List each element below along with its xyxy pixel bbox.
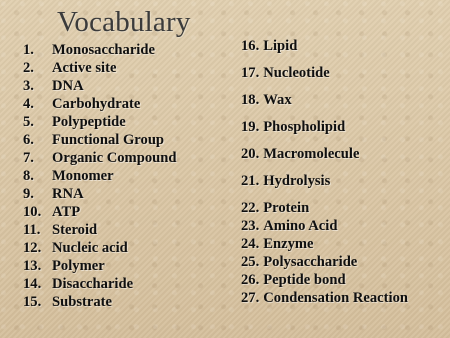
item-term: RNA	[52, 186, 84, 202]
item-number: 6.	[23, 132, 34, 148]
item-term: Monosaccharide	[52, 42, 155, 58]
item-term: Monomer	[52, 168, 114, 184]
item-number: 12.	[23, 240, 42, 256]
slide-title: Vocabulary	[57, 6, 191, 38]
vocabulary-item	[241, 255, 357, 270]
item-term: Carbohydrate	[52, 96, 141, 112]
item-term: Amino Acid	[263, 218, 338, 234]
item-number: 7.	[23, 150, 34, 166]
item-term: Nucleotide	[263, 65, 330, 81]
item-number: 11.	[23, 222, 41, 238]
vocabulary-item	[23, 241, 128, 256]
vocabulary-item	[23, 79, 84, 94]
item-number: 16.	[241, 38, 260, 54]
item-term: Polymer	[52, 258, 105, 274]
vocabulary-item	[241, 237, 314, 252]
vocabulary-list-right	[241, 39, 446, 314]
item-term: Macromolecule	[263, 146, 360, 162]
item-number: 5.	[23, 114, 34, 130]
item-term: Phospholipid	[263, 119, 346, 135]
vocabulary-item	[23, 97, 140, 112]
item-number: 4.	[23, 96, 34, 112]
vocabulary-item	[241, 120, 345, 135]
item-term: Protein	[263, 200, 310, 216]
item-term: Functional Group	[52, 132, 165, 148]
vocabulary-list-left	[23, 43, 213, 313]
item-term: Organic Compound	[52, 150, 177, 166]
vocabulary-item	[23, 61, 116, 76]
item-number: 27.	[241, 290, 260, 306]
vocabulary-item	[241, 273, 346, 288]
item-number: 24.	[241, 236, 260, 252]
vocabulary-item	[23, 115, 126, 130]
item-number: 9.	[23, 186, 34, 202]
item-number: 17.	[241, 65, 260, 81]
vocabulary-item	[23, 295, 112, 310]
vocabulary-item	[23, 133, 164, 148]
item-term: Enzyme	[263, 236, 314, 252]
item-number: 18.	[241, 92, 260, 108]
item-number: 26.	[241, 272, 260, 288]
vocabulary-item	[23, 169, 114, 184]
vocabulary-item	[23, 223, 97, 238]
vocabulary-item	[241, 219, 337, 234]
vocabulary-item	[23, 187, 84, 202]
vocabulary-item	[23, 277, 133, 292]
item-term: Peptide bond	[263, 272, 346, 288]
item-number: 22.	[241, 200, 260, 216]
vocabulary-item	[241, 66, 330, 81]
item-term: Lipid	[263, 38, 298, 54]
vocabulary-item	[23, 259, 105, 274]
vocabulary-item	[241, 147, 359, 162]
item-term: Steroid	[52, 222, 98, 238]
vocabulary-item	[23, 43, 155, 58]
item-term: Polypeptide	[52, 114, 126, 130]
item-term: Polysaccharide	[263, 254, 358, 270]
vocabulary-item	[23, 205, 80, 220]
item-number: 10.	[23, 204, 42, 220]
vocabulary-item	[241, 39, 297, 54]
vocabulary-item	[241, 93, 292, 108]
item-number: 1.	[23, 42, 34, 58]
item-number: 2.	[23, 60, 34, 76]
item-term: Nucleic acid	[52, 240, 128, 256]
item-term: Hydrolysis	[263, 173, 331, 189]
vocabulary-item	[23, 151, 176, 166]
item-term: Substrate	[52, 294, 112, 310]
item-term: Wax	[263, 92, 292, 108]
item-number: 25.	[241, 254, 260, 270]
item-term: Disaccharide	[52, 276, 134, 292]
item-number: 23.	[241, 218, 260, 234]
item-number: 20.	[241, 146, 260, 162]
item-term: Condensation Reaction	[263, 290, 408, 306]
item-term: Active site	[52, 60, 117, 76]
item-term: ATP	[52, 204, 81, 220]
item-number: 8.	[23, 168, 34, 184]
vocabulary-item	[241, 201, 309, 216]
item-number: 19.	[241, 119, 260, 135]
item-number: 14.	[23, 276, 42, 292]
vocabulary-item	[241, 291, 408, 306]
vocabulary-item	[241, 174, 330, 189]
item-term: DNA	[52, 78, 84, 94]
item-number: 13.	[23, 258, 42, 274]
item-number: 21.	[241, 173, 260, 189]
item-number: 3.	[23, 78, 34, 94]
item-number: 15.	[23, 294, 42, 310]
